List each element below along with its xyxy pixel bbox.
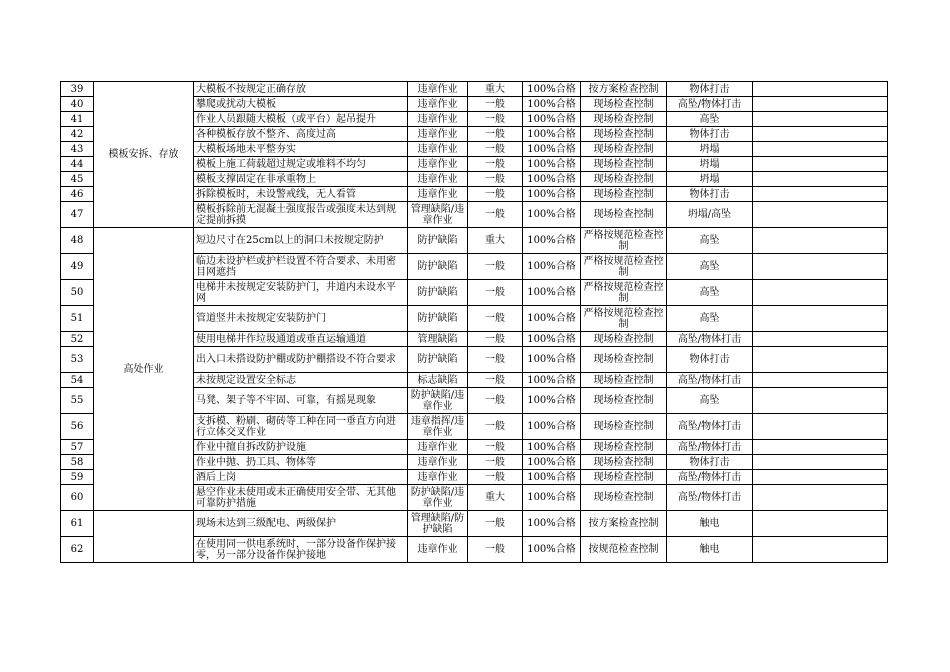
row-number: 45 — [61, 172, 94, 187]
row-number: 48 — [61, 228, 94, 254]
row-number: 57 — [61, 440, 94, 455]
hazard-description: 拆除模板时，未设警戒线，无人看管 — [194, 187, 408, 202]
possible-harm: 高坠 — [667, 306, 753, 332]
hazard-type: 防护缺陷 — [408, 280, 468, 306]
hazard-description: 酒后上岗 — [194, 470, 408, 485]
remark-cell — [753, 202, 888, 228]
control-method: 现场检查控制 — [581, 347, 667, 373]
hazard-type: 违章指挥/违章作业 — [408, 414, 468, 440]
hazard-description: 作业人员跟随大模板（或平台）起吊提升 — [194, 112, 408, 127]
control-method: 现场检查控制 — [581, 373, 667, 388]
risk-level: 一般 — [468, 97, 523, 112]
hazard-description: 管道竖井未按规定安装防护门 — [194, 306, 408, 332]
row-number: 61 — [61, 511, 94, 537]
hazard-description: 模板上施工荷载超过规定或堆料不均匀 — [194, 157, 408, 172]
possible-harm: 高坠 — [667, 254, 753, 280]
remark-cell — [753, 228, 888, 254]
hazard-description: 大模板不按规定正确存放 — [194, 82, 408, 97]
control-method: 现场检查控制 — [581, 485, 667, 511]
row-number: 49 — [61, 254, 94, 280]
row-number: 51 — [61, 306, 94, 332]
control-method: 严格按规范检查控制 — [581, 306, 667, 332]
hazard-description: 电梯井未按规定安装防护门，井道内未设水平网 — [194, 280, 408, 306]
row-number: 60 — [61, 485, 94, 511]
control-method: 现场检查控制 — [581, 142, 667, 157]
hazard-type: 管理缺陷/防护缺陷 — [408, 511, 468, 537]
hazard-type: 违章作业 — [408, 470, 468, 485]
hazard-type: 标志缺陷 — [408, 373, 468, 388]
control-method: 现场检查控制 — [581, 202, 667, 228]
hazard-table — [60, 81, 888, 563]
possible-harm: 高坠 — [667, 280, 753, 306]
target-result: 100%合格 — [523, 228, 581, 254]
possible-harm: 触电 — [667, 537, 753, 563]
target-result: 100%合格 — [523, 82, 581, 97]
row-number: 52 — [61, 332, 94, 347]
target-result: 100%合格 — [523, 202, 581, 228]
hazard-description: 模板支撑固定在非承重物上 — [194, 172, 408, 187]
hazard-description: 支拆模、粉刷、砌砖等工种在同一垂直方向进行立体交叉作业 — [194, 414, 408, 440]
row-number: 59 — [61, 470, 94, 485]
hazard-description: 作业中抛、扔工具、物体等 — [194, 455, 408, 470]
row-number: 62 — [61, 537, 94, 563]
target-result: 100%合格 — [523, 142, 581, 157]
possible-harm: 触电 — [667, 511, 753, 537]
control-method: 按方案检查控制 — [581, 82, 667, 97]
hazard-description: 临边未设护栏或护栏设置不符合要求、未用密目网遮挡 — [194, 254, 408, 280]
risk-level: 重大 — [468, 485, 523, 511]
risk-level: 一般 — [468, 414, 523, 440]
target-result: 100%合格 — [523, 470, 581, 485]
possible-harm: 物体打击 — [667, 455, 753, 470]
hazard-description: 大模板场地未平整夯实 — [194, 142, 408, 157]
risk-level: 一般 — [468, 254, 523, 280]
remark-cell — [753, 455, 888, 470]
possible-harm: 物体打击 — [667, 347, 753, 373]
possible-harm: 物体打击 — [667, 127, 753, 142]
row-number: 47 — [61, 202, 94, 228]
risk-level: 重大 — [468, 228, 523, 254]
hazard-type: 违章作业 — [408, 142, 468, 157]
possible-harm: 高坠/物体打击 — [667, 97, 753, 112]
risk-level: 重大 — [468, 82, 523, 97]
target-result: 100%合格 — [523, 157, 581, 172]
remark-cell — [753, 440, 888, 455]
hazard-type: 违章作业 — [408, 82, 468, 97]
control-method: 现场检查控制 — [581, 97, 667, 112]
table-row — [61, 82, 888, 97]
risk-level: 一般 — [468, 157, 523, 172]
remark-cell — [753, 470, 888, 485]
remark-cell — [753, 332, 888, 347]
hazard-description: 攀爬或扰动大模板 — [194, 97, 408, 112]
hazard-type: 防护缺陷 — [408, 306, 468, 332]
possible-harm: 高坠/物体打击 — [667, 470, 753, 485]
possible-harm: 高坠/物体打击 — [667, 440, 753, 455]
hazard-description: 模板拆除前无混凝土强度报告或强度未达到规定提前拆摸 — [194, 202, 408, 228]
remark-cell — [753, 97, 888, 112]
risk-level: 一般 — [468, 373, 523, 388]
hazard-description: 使用电梯井作垃圾通道或垂直运输通道 — [194, 332, 408, 347]
control-method: 现场检查控制 — [581, 187, 667, 202]
remark-cell — [753, 306, 888, 332]
target-result: 100%合格 — [523, 511, 581, 537]
possible-harm: 物体打击 — [667, 82, 753, 97]
possible-harm: 高坠/物体打击 — [667, 414, 753, 440]
table-row — [61, 228, 888, 254]
remark-cell — [753, 187, 888, 202]
target-result: 100%合格 — [523, 306, 581, 332]
hazard-type: 违章作业 — [408, 172, 468, 187]
hazard-description: 现场未达到三级配电、两级保护 — [194, 511, 408, 537]
table-row — [61, 511, 888, 537]
possible-harm: 高坠 — [667, 228, 753, 254]
target-result: 100%合格 — [523, 388, 581, 414]
hazard-type: 防护缺陷/违章作业 — [408, 388, 468, 414]
control-method: 现场检查控制 — [581, 388, 667, 414]
remark-cell — [753, 172, 888, 187]
control-method: 现场检查控制 — [581, 112, 667, 127]
possible-harm: 坍塌 — [667, 157, 753, 172]
hazard-type: 管理缺陷 — [408, 332, 468, 347]
hazard-type: 违章作业 — [408, 537, 468, 563]
remark-cell — [753, 254, 888, 280]
possible-harm: 高坠/物体打击 — [667, 332, 753, 347]
remark-cell — [753, 347, 888, 373]
hazard-type: 管理缺陷/违章作业 — [408, 202, 468, 228]
target-result: 100%合格 — [523, 112, 581, 127]
control-method: 现场检查控制 — [581, 332, 667, 347]
remark-cell — [753, 157, 888, 172]
hazard-description: 出入口未搭设防护棚或防护棚搭设不符合要求 — [194, 347, 408, 373]
remark-cell — [753, 127, 888, 142]
hazard-type: 违章作业 — [408, 455, 468, 470]
target-result: 100%合格 — [523, 97, 581, 112]
hazard-type: 违章作业 — [408, 157, 468, 172]
target-result: 100%合格 — [523, 347, 581, 373]
row-number: 44 — [61, 157, 94, 172]
remark-cell — [753, 142, 888, 157]
hazard-type: 违章作业 — [408, 440, 468, 455]
category-blank — [94, 511, 194, 563]
risk-level: 一般 — [468, 172, 523, 187]
risk-level: 一般 — [468, 202, 523, 228]
row-number: 43 — [61, 142, 94, 157]
hazard-description: 马凳、架子等不牢固、可靠，有摇晃现象 — [194, 388, 408, 414]
category-height: 高处作业 — [94, 228, 194, 511]
hazard-type: 违章作业 — [408, 127, 468, 142]
risk-level: 一般 — [468, 306, 523, 332]
risk-level: 一般 — [468, 440, 523, 455]
control-method: 按规范检查控制 — [581, 537, 667, 563]
hazard-description: 未按规定设置安全标志 — [194, 373, 408, 388]
control-method: 严格按规范检查控制 — [581, 280, 667, 306]
possible-harm: 高坠/物体打击 — [667, 485, 753, 511]
row-number: 42 — [61, 127, 94, 142]
control-method: 现场检查控制 — [581, 470, 667, 485]
control-method: 严格按规范检查控制 — [581, 254, 667, 280]
remark-cell — [753, 485, 888, 511]
hazard-description: 各种模板存放不整齐、高度过高 — [194, 127, 408, 142]
target-result: 100%合格 — [523, 537, 581, 563]
possible-harm: 坍塌 — [667, 142, 753, 157]
control-method: 现场检查控制 — [581, 455, 667, 470]
hazard-description: 短边尺寸在25cm以上的洞口未按规定防护 — [194, 228, 408, 254]
risk-level: 一般 — [468, 187, 523, 202]
possible-harm: 物体打击 — [667, 187, 753, 202]
remark-cell — [753, 414, 888, 440]
hazard-description: 悬空作业未使用或未正确使用安全带、无其他可靠防护措施 — [194, 485, 408, 511]
hazard-type: 防护缺陷 — [408, 228, 468, 254]
risk-level: 一般 — [468, 470, 523, 485]
hazard-type: 违章作业 — [408, 97, 468, 112]
row-number: 46 — [61, 187, 94, 202]
remark-cell — [753, 511, 888, 537]
target-result: 100%合格 — [523, 187, 581, 202]
control-method: 按方案检查控制 — [581, 511, 667, 537]
risk-level: 一般 — [468, 332, 523, 347]
control-method: 现场检查控制 — [581, 414, 667, 440]
target-result: 100%合格 — [523, 280, 581, 306]
row-number: 58 — [61, 455, 94, 470]
risk-level: 一般 — [468, 112, 523, 127]
risk-level: 一般 — [468, 127, 523, 142]
risk-level: 一般 — [468, 142, 523, 157]
hazard-description: 作业中擅自拆改防护设施 — [194, 440, 408, 455]
control-method: 现场检查控制 — [581, 127, 667, 142]
possible-harm: 坍塌/高坠 — [667, 202, 753, 228]
risk-level: 一般 — [468, 455, 523, 470]
target-result: 100%合格 — [523, 455, 581, 470]
row-number: 54 — [61, 373, 94, 388]
control-method: 现场检查控制 — [581, 157, 667, 172]
hazard-type: 防护缺陷/违章作业 — [408, 485, 468, 511]
hazard-type: 违章作业 — [408, 187, 468, 202]
hazard-description: 在使用同一供电系统时，一部分设备作保护接零，另一部分设备作保护接地 — [194, 537, 408, 563]
possible-harm: 高坠 — [667, 388, 753, 414]
hazard-table-body — [61, 82, 888, 563]
remark-cell — [753, 280, 888, 306]
remark-cell — [753, 82, 888, 97]
control-method: 现场检查控制 — [581, 172, 667, 187]
row-number: 41 — [61, 112, 94, 127]
control-method: 现场检查控制 — [581, 440, 667, 455]
hazard-type: 违章作业 — [408, 112, 468, 127]
possible-harm: 高坠/物体打击 — [667, 373, 753, 388]
target-result: 100%合格 — [523, 254, 581, 280]
risk-level: 一般 — [468, 511, 523, 537]
possible-harm: 坍塌 — [667, 172, 753, 187]
target-result: 100%合格 — [523, 414, 581, 440]
row-number: 50 — [61, 280, 94, 306]
possible-harm: 高坠 — [667, 112, 753, 127]
target-result: 100%合格 — [523, 485, 581, 511]
target-result: 100%合格 — [523, 440, 581, 455]
control-method: 严格按规范检查控制 — [581, 228, 667, 254]
target-result: 100%合格 — [523, 373, 581, 388]
risk-level: 一般 — [468, 280, 523, 306]
target-result: 100%合格 — [523, 172, 581, 187]
remark-cell — [753, 112, 888, 127]
target-result: 100%合格 — [523, 127, 581, 142]
risk-level: 一般 — [468, 347, 523, 373]
row-number: 56 — [61, 414, 94, 440]
hazard-type: 防护缺陷 — [408, 254, 468, 280]
remark-cell — [753, 373, 888, 388]
remark-cell — [753, 537, 888, 563]
row-number: 53 — [61, 347, 94, 373]
category-formwork: 模板安拆、存放 — [94, 82, 194, 228]
row-number: 55 — [61, 388, 94, 414]
row-number: 40 — [61, 97, 94, 112]
target-result: 100%合格 — [523, 332, 581, 347]
risk-level: 一般 — [468, 388, 523, 414]
row-number: 39 — [61, 82, 94, 97]
hazard-type: 防护缺陷 — [408, 347, 468, 373]
remark-cell — [753, 388, 888, 414]
risk-level: 一般 — [468, 537, 523, 563]
